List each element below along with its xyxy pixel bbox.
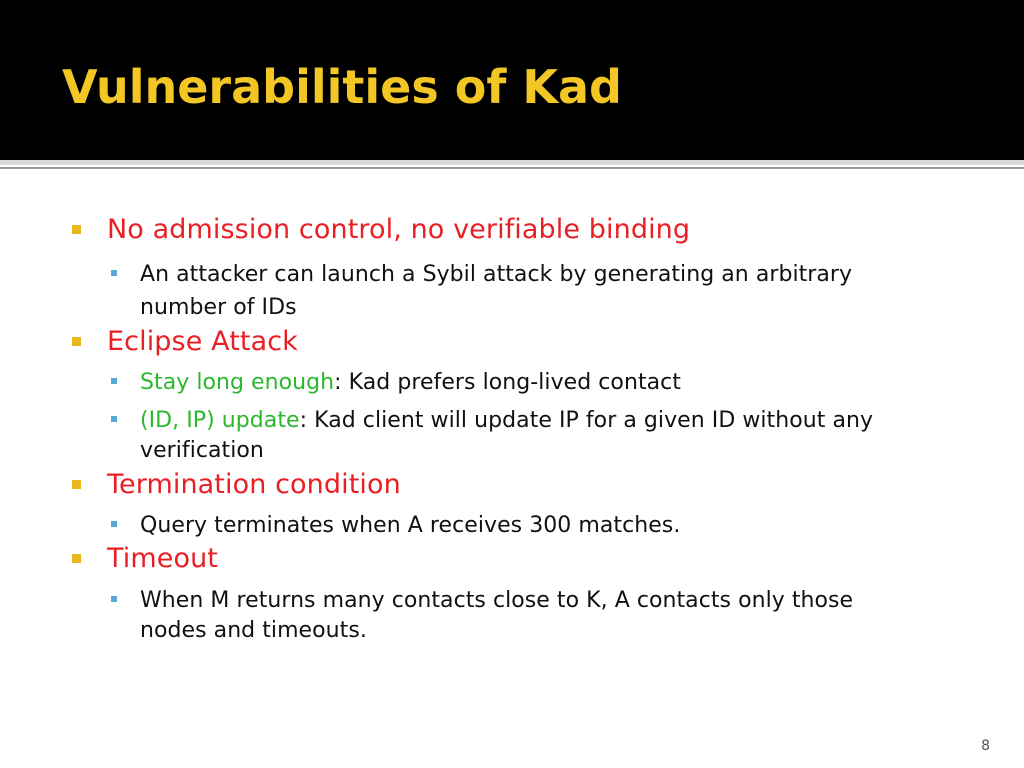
square-bullet-icon xyxy=(72,225,81,234)
sub-bullet-text: When M returns many contacts close to K, A contacts only those xyxy=(140,588,854,613)
square-bullet-icon xyxy=(111,596,117,602)
sub-bullet-text-continued: nodes and timeouts. xyxy=(140,618,367,643)
square-bullet-icon xyxy=(72,554,81,563)
bullet-text: Termination condition xyxy=(107,469,401,500)
square-bullet-icon xyxy=(111,416,117,422)
square-bullet-icon xyxy=(72,480,81,489)
term-description: : Kad client will update IP for a given ID without any xyxy=(299,408,874,433)
term-description: : Kad prefers long-lived contact xyxy=(334,370,681,395)
sub-bullet-text-continued: verification xyxy=(140,438,264,463)
square-bullet-icon xyxy=(72,337,81,346)
bullet-text: No admission control, no verifiable binding xyxy=(107,214,691,245)
slide-title: Vulnerabilities of Kad xyxy=(62,60,622,114)
sub-bullet-text: Query terminates when A receives 300 matches. xyxy=(140,513,681,538)
square-bullet-icon xyxy=(111,378,117,384)
bullet-text: Timeout xyxy=(107,543,218,574)
sub-bullet-text xyxy=(140,405,873,436)
square-bullet-icon xyxy=(111,521,117,527)
highlighted-term: (ID, IP) update xyxy=(140,408,300,433)
sub-bullet-text xyxy=(140,367,681,398)
page-number: 8 xyxy=(981,738,990,754)
sub-bullet-text: An attacker can launch a Sybil attack by generating an arbitrary xyxy=(140,262,853,287)
square-bullet-icon xyxy=(111,270,117,276)
highlighted-term: Stay long enough xyxy=(140,370,335,395)
bullet-text: Eclipse Attack xyxy=(107,326,298,357)
sub-bullet-text-continued: number of IDs xyxy=(140,295,297,320)
